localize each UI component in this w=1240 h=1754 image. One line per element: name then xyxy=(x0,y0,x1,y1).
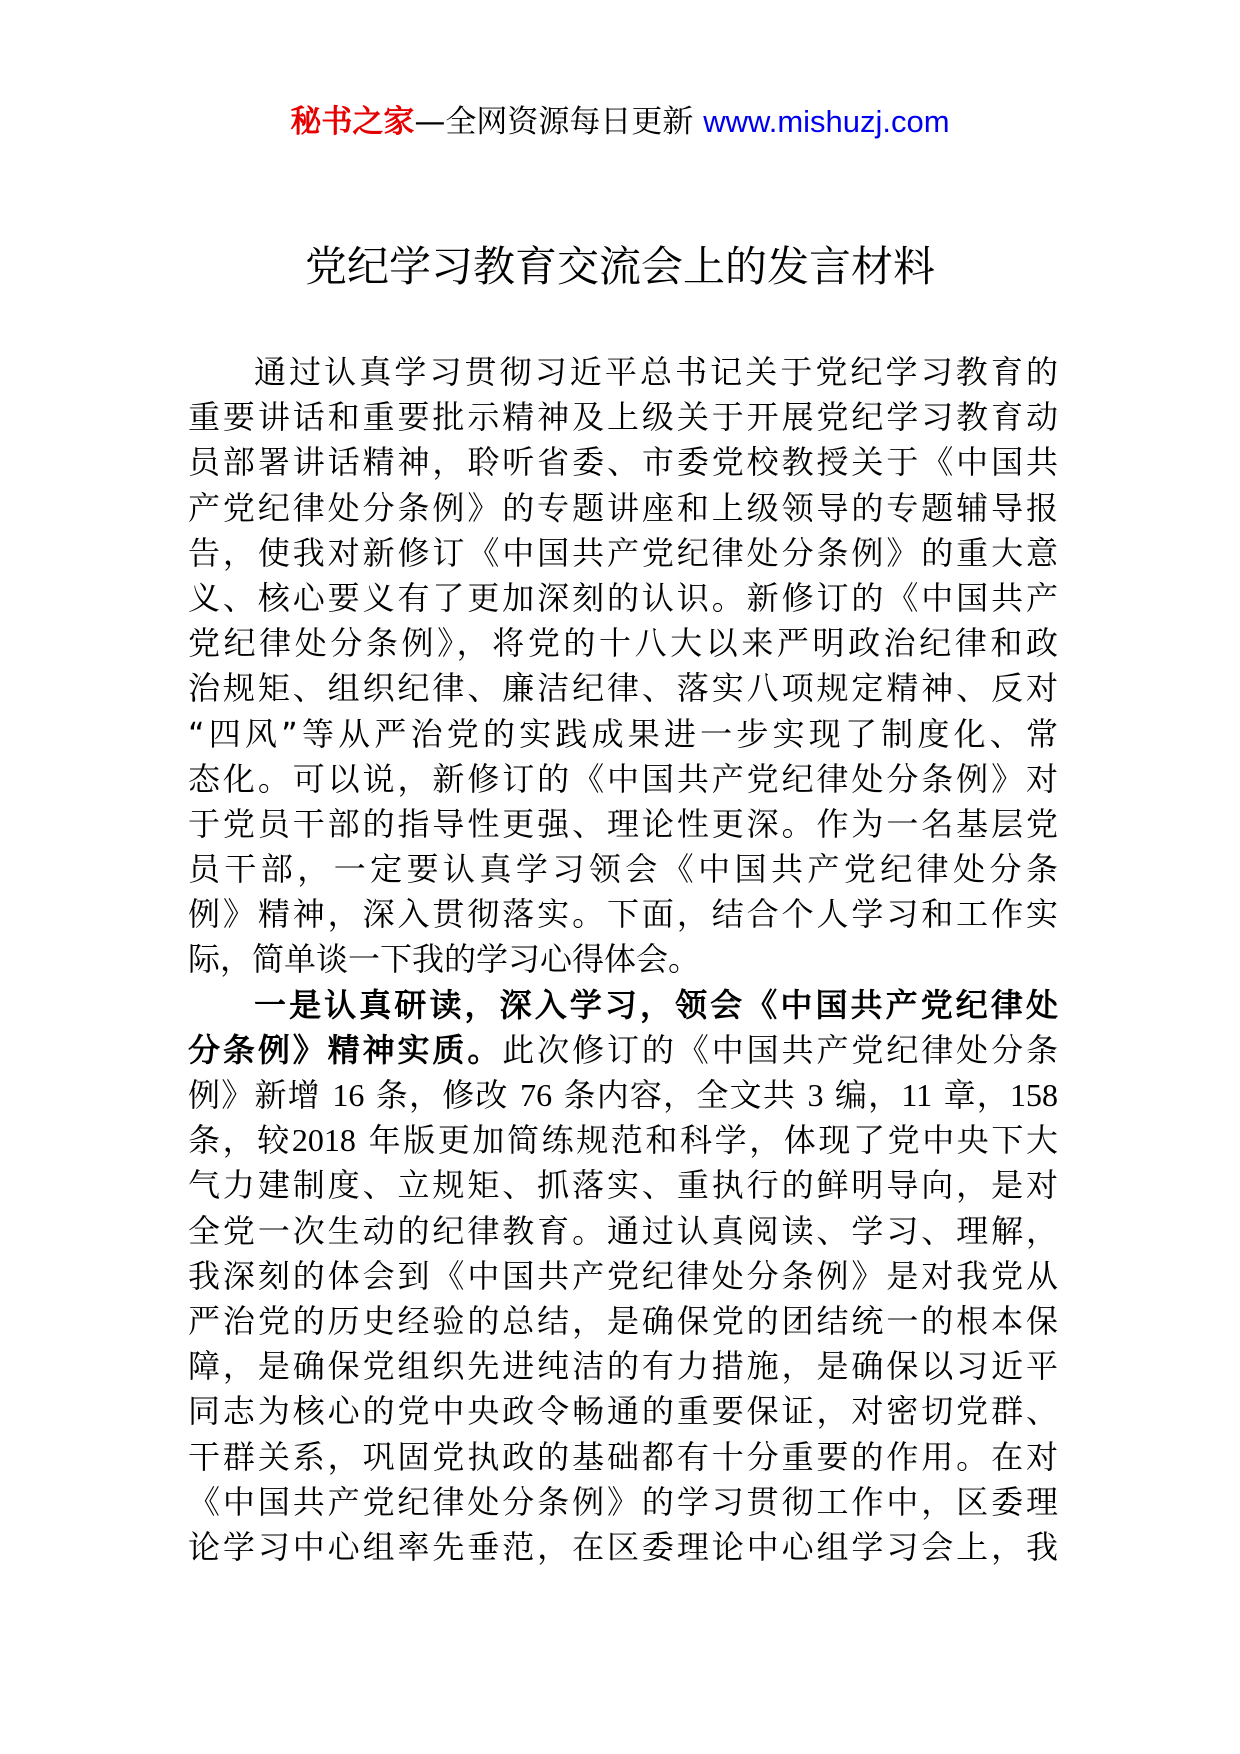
document-body xyxy=(188,350,1058,1570)
paragraph-line: 员部署讲话精神，聆听省委、市委党校教授关于《中国共 xyxy=(188,443,1058,482)
section-heading: 一是认真研读，深入学习，领会《中国共产党纪律处 xyxy=(254,985,1058,1024)
number-run: 76 xyxy=(520,1077,553,1113)
paragraph-line: 产党纪律处分条例》的专题讲座和上级领导的专题辅导报 xyxy=(188,488,1058,527)
text-run: 章， xyxy=(943,1076,1011,1114)
paragraph-line: 于党员干部的指导性更强、理论性更深。作为一名基层党 xyxy=(188,804,1058,843)
paragraph-line: 重要讲话和重要批示精神及上级关于开展党纪学习教育动 xyxy=(188,398,1058,437)
text-run: 年版更加简练规范和科学，体现了党中央下大 xyxy=(368,1121,1058,1160)
section-heading-end: 分条例》精神实质。 xyxy=(188,1030,503,1069)
paragraph-line: “四风”等从严治党的实践成果进一步实现了制度化、常 xyxy=(188,714,1058,753)
text-run: 条，修改 xyxy=(375,1076,509,1114)
paragraph-line xyxy=(188,1028,1058,1073)
paragraph-line: 义、核心要义有了更加深刻的认识。新修订的《中国共产 xyxy=(188,578,1058,617)
paragraph-line: 《中国共产党纪律处分条例》的学习贯彻工作中，区委理 xyxy=(188,1482,1058,1521)
document-title: 党纪学习教育交流会上的发言材料 xyxy=(304,242,935,291)
text-run: 例》新增 xyxy=(188,1076,321,1114)
paragraph-line: 障，是确保党组织先进纯洁的有力措施，是确保以习近平 xyxy=(188,1347,1058,1386)
text-run: 此次修订的《中国共产党纪律处分条 xyxy=(502,1030,1058,1069)
paragraph-line xyxy=(188,1118,1058,1163)
paragraph-line xyxy=(188,1073,1058,1118)
number-run: 158 xyxy=(1010,1077,1058,1113)
number-run: 2018 xyxy=(291,1122,356,1159)
paragraph-line: 我深刻的体会到《中国共产党纪律处分条例》是对我党从 xyxy=(188,1256,1058,1295)
site-header xyxy=(0,100,1240,144)
paragraph-line: 严治党的历史经验的总结，是确保党的团结统一的根本保 xyxy=(188,1301,1058,1340)
paragraph-line: 员干部，一定要认真学习领会《中国共产党纪律处分条 xyxy=(188,850,1058,889)
site-url-link[interactable]: www.mishuzj.com xyxy=(703,104,950,139)
paragraph-line: 例》精神，深入贯彻落实。下面，结合个人学习和工作实 xyxy=(188,895,1058,934)
paragraph-line: 治规矩、组织纪律、廉洁纪律、落实八项规定精神、反对 xyxy=(188,669,1058,708)
paragraph-line: 同志为核心的党中央政令畅通的重要保证，对密切党群、 xyxy=(188,1392,1058,1431)
brand-name: 秘书之家 xyxy=(290,104,415,140)
paragraph-line: 论学习中心组率先垂范，在区委理论中心组学习会上，我 xyxy=(188,1527,1058,1566)
text-run: 编， xyxy=(834,1076,902,1114)
header-slogan: —全网资源每日更新 xyxy=(414,104,694,140)
paragraph-line: 告，使我对新修订《中国共产党纪律处分条例》的重大意 xyxy=(188,533,1058,572)
paragraph-line: 通过认真学习贯彻习近平总书记关于党纪学习教育的 xyxy=(254,353,1058,391)
text-run: 条内容，全文共 xyxy=(563,1076,797,1114)
paragraph-line: 党纪律处分条例》，将党的十八大以来严明政治纪律和政 xyxy=(188,624,1058,663)
paragraph-line: 全党一次生动的纪律教育。通过认真阅读、学习、理解， xyxy=(188,1211,1058,1250)
number-run: 11 xyxy=(901,1077,933,1113)
paragraph-line: 干群关系，巩固党执政的基础都有十分重要的作用。在对 xyxy=(188,1437,1058,1476)
paragraph-line: 际，简单谈一下我的学习心得体会。 xyxy=(188,940,701,979)
number-run: 16 xyxy=(332,1077,365,1113)
paragraph-line: 气力建制度、立规矩、抓落实、重执行的鲜明导向，是对 xyxy=(188,1166,1058,1205)
number-run: 3 xyxy=(807,1077,824,1113)
section-heading-line xyxy=(188,983,1058,1028)
paragraph-line: 态化。可以说，新修订的《中国共产党纪律处分条例》对 xyxy=(188,759,1058,798)
text-run: 条，较 xyxy=(188,1121,292,1160)
